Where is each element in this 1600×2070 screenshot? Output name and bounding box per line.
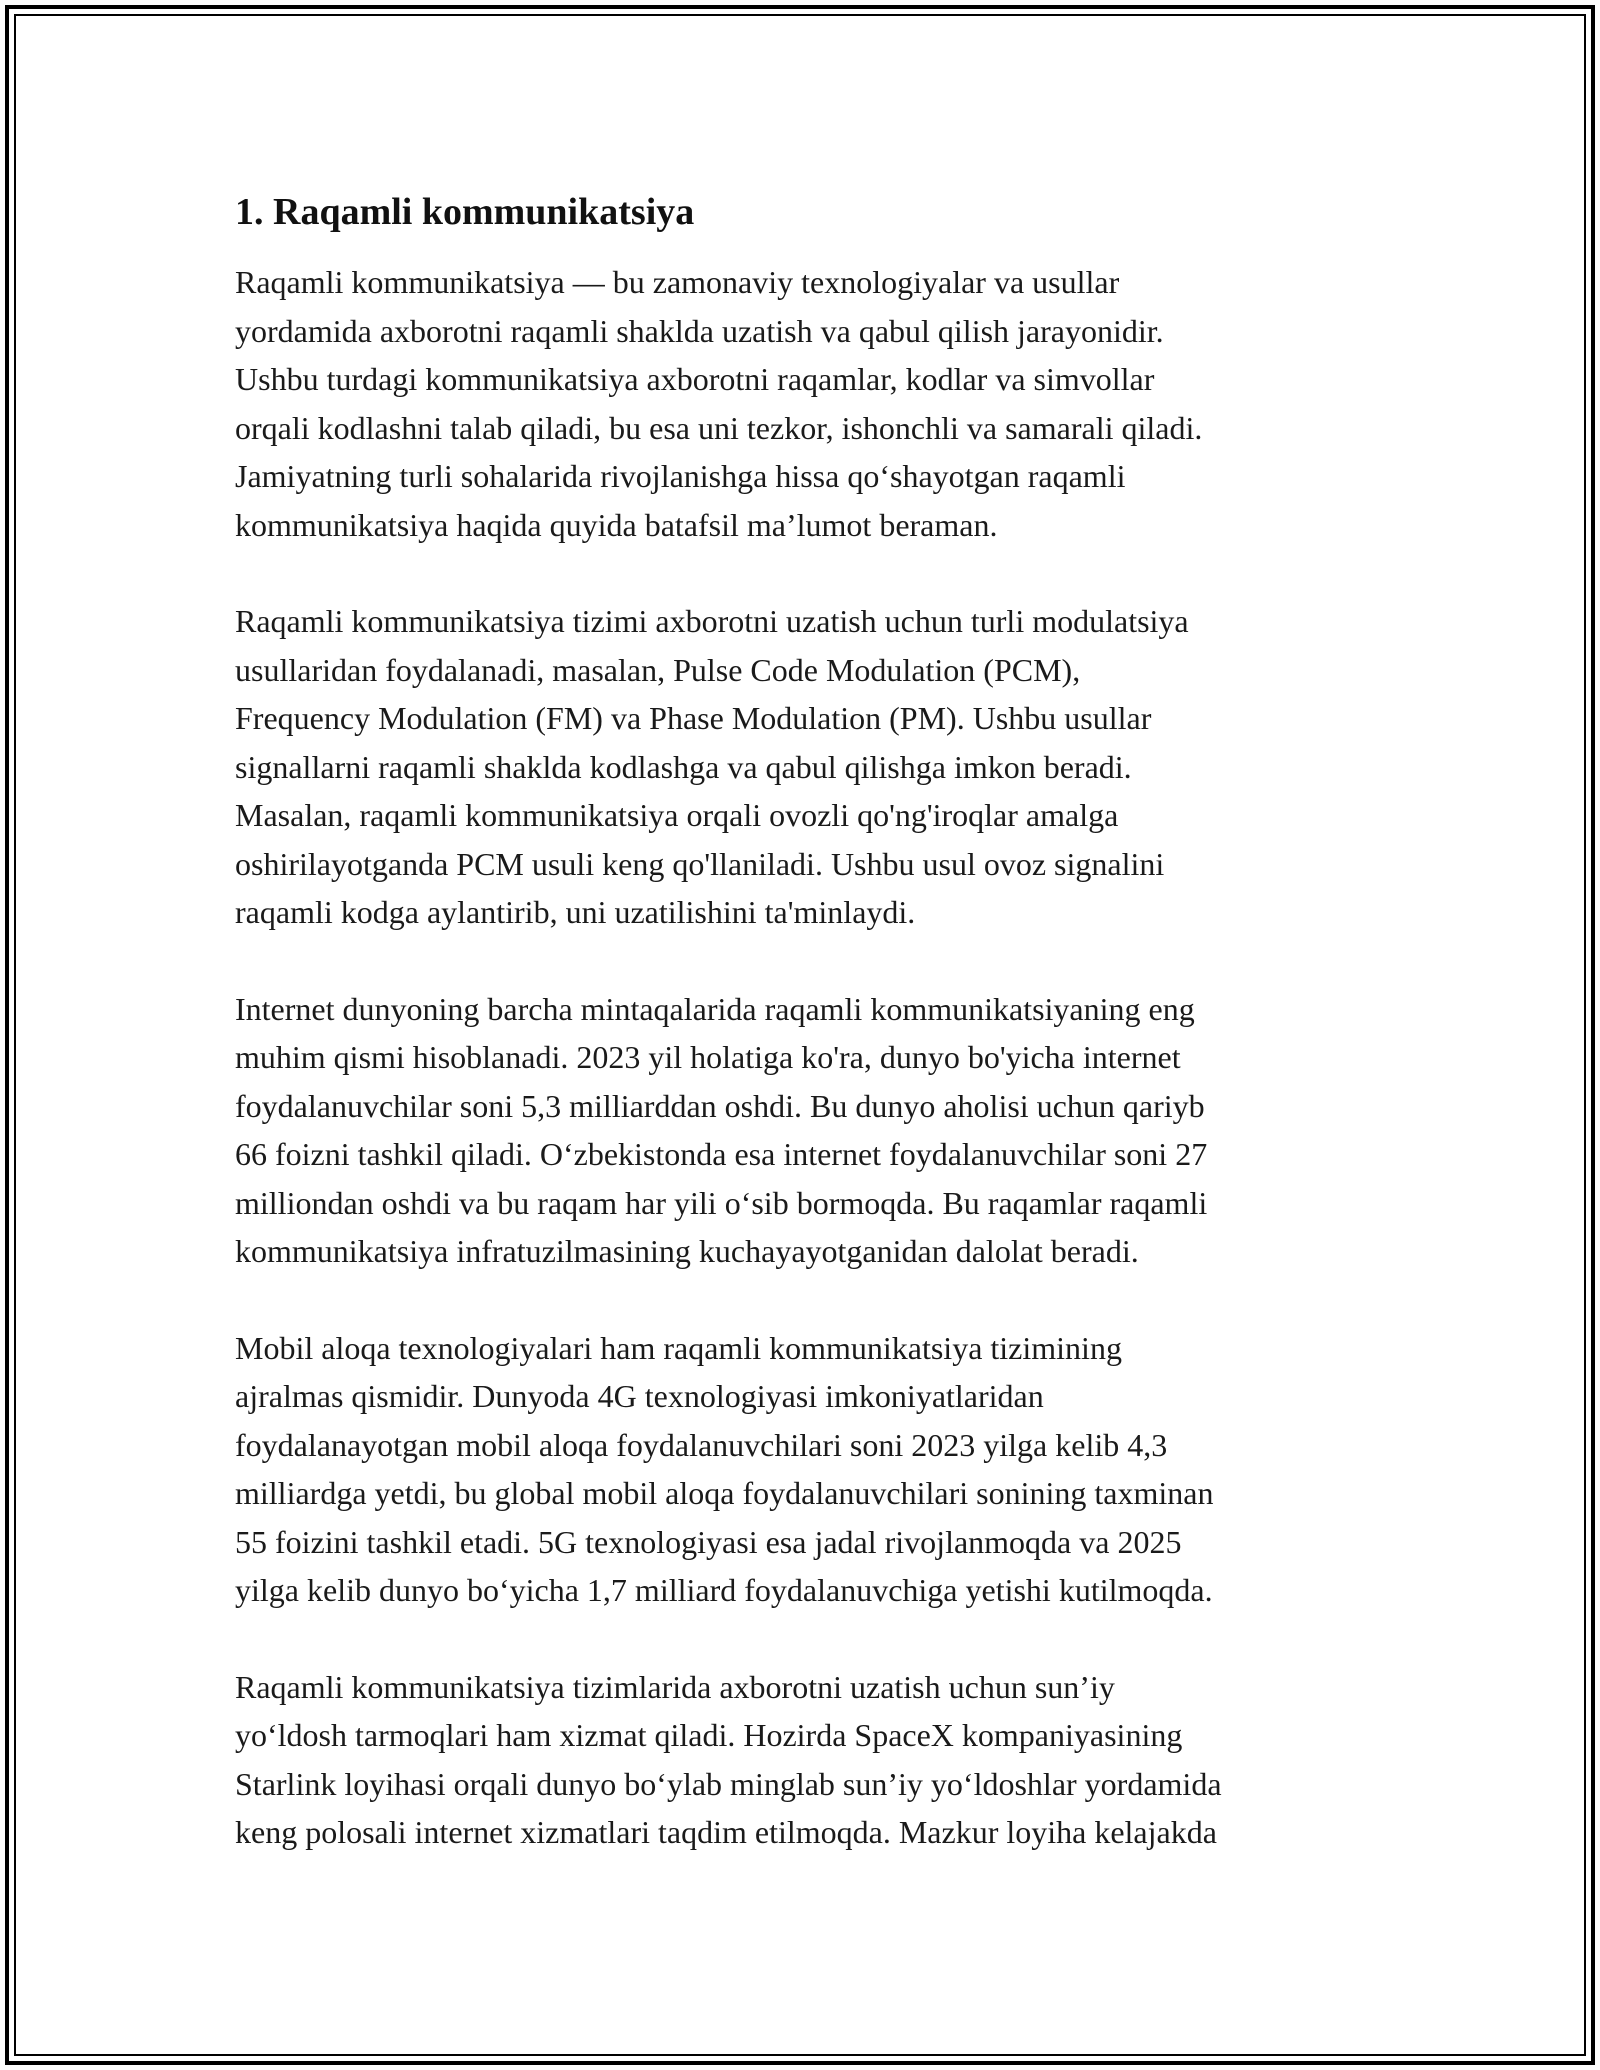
text-line: Masalan, raqamli kommunikatsiya orqali ovozli qo'ng'iroqlar amalga [235,797,1119,833]
text-line: usullaridan foydalanadi, masalan, Pulse Code Modulation (PCM), [235,651,1081,688]
document-body [235,188,1395,1905]
text-line: ajralmas qismidir. Dunyoda 4G texnologiyasi imkoniyatlaridan [235,1378,1044,1414]
text-line: raqamli kodga aylantirib, uni uzatilishini ta'minlaydi. [235,894,916,930]
text-line: foydalanayotgan mobil aloqa foydalanuvchilari soni 2023 yilga kelib 4,3 [235,1426,1168,1463]
text-line: foydalanuvchilar soni 5,3 milliarddan oshdi. Bu dunyo aholisi uchun qariyb [235,1087,1205,1124]
text-line: Raqamli kommunikatsiya tizimi axborotni uzatish uchun turli modulatsiya [235,603,1189,639]
text-line: Ushbu turdagi kommunikatsiya axborotni raqamlar, kodlar va simvollar [235,361,1155,397]
paragraph-satellite [235,1663,1395,1857]
text-line: Mobil aloqa texnologiyalari ham raqamli kommunikatsiya tizimining [235,1329,1122,1366]
text-line: Jamiyatning turli sohalarida rivojlanishga hissa qo‘shayotgan raqamli [235,458,1126,494]
paragraph-internet [235,985,1395,1276]
text-line: yilga kelib dunyo bo‘yicha 1,7 milliard foydalanuvchiga yetishi kutilmoqda. [235,1572,1213,1608]
text-line: Raqamli kommunikatsiya — bu zamonaviy texnologiyalar va usullar [235,264,1120,300]
text-line: signallarni raqamli shaklda kodlashga va qabul qilishga imkon beradi. [235,748,1132,785]
section-heading: 1. Raqamli kommunikatsiya [235,191,695,233]
text-line: 55 foizini tashkil etadi. 5G texnologiyasi esa jadal rivojlanmoqda va 2025 [235,1523,1182,1560]
text-line: 66 foizni tashkil qiladi. O‘zbekistonda esa internet foydalanuvchilar soni 27 [235,1136,1208,1172]
text-line: Internet dunyoning barcha mintaqalarida raqamli kommunikatsiyaning eng [235,990,1195,1027]
text-line: keng polosali internet xizmatlari taqdim etilmoqda. Mazkur loyiha kelajakda [235,1814,1217,1850]
text-line: Frequency Modulation (FM) va Phase Modulation (PM). Ushbu usullar [235,700,1152,736]
text-line: kommunikatsiya haqida quyida batafsil ma’lumot beraman. [235,506,998,543]
text-line: muhim qismi hisoblanadi. 2023 yil holatiga ko'ra, dunyo bo'yicha internet [235,1039,1181,1075]
text-line: milliardga yetdi, bu global mobil aloqa foydalanuvchilari sonining taxminan [235,1475,1214,1511]
text-line: orqali kodlashni talab qiladi, bu esa uni tezkor, ishonchli va samarali qiladi. [235,409,1203,446]
text-line: milliondan oshdi va bu raqam har yili o‘sib bormoqda. Bu raqamlar raqamli [235,1184,1208,1221]
paragraph-modulation [235,597,1395,937]
text-line: oshirilayotganda PCM usuli keng qo'llaniladi. Ushbu usul ovoz signalini [235,845,1165,882]
paragraph-intro [235,258,1395,549]
text-line: Raqamli kommunikatsiya tizimlarida axborotni uzatish uchun sun’iy [235,1668,1115,1705]
text-line: kommunikatsiya infratuzilmasining kuchayayotganidan dalolat beradi. [235,1233,1139,1269]
text-line: Starlink loyihasi orqali dunyo bo‘ylab minglab sun’iy yo‘ldoshlar yordamida [235,1765,1222,1802]
paragraph-mobile [235,1324,1395,1615]
text-line: yo‘ldosh tarmoqlari ham xizmat qiladi. Hozirda SpaceX kompaniyasining [235,1717,1183,1753]
text-line: yordamida axborotni raqamli shaklda uzatish va qabul qilish jarayonidir. [235,312,1164,349]
